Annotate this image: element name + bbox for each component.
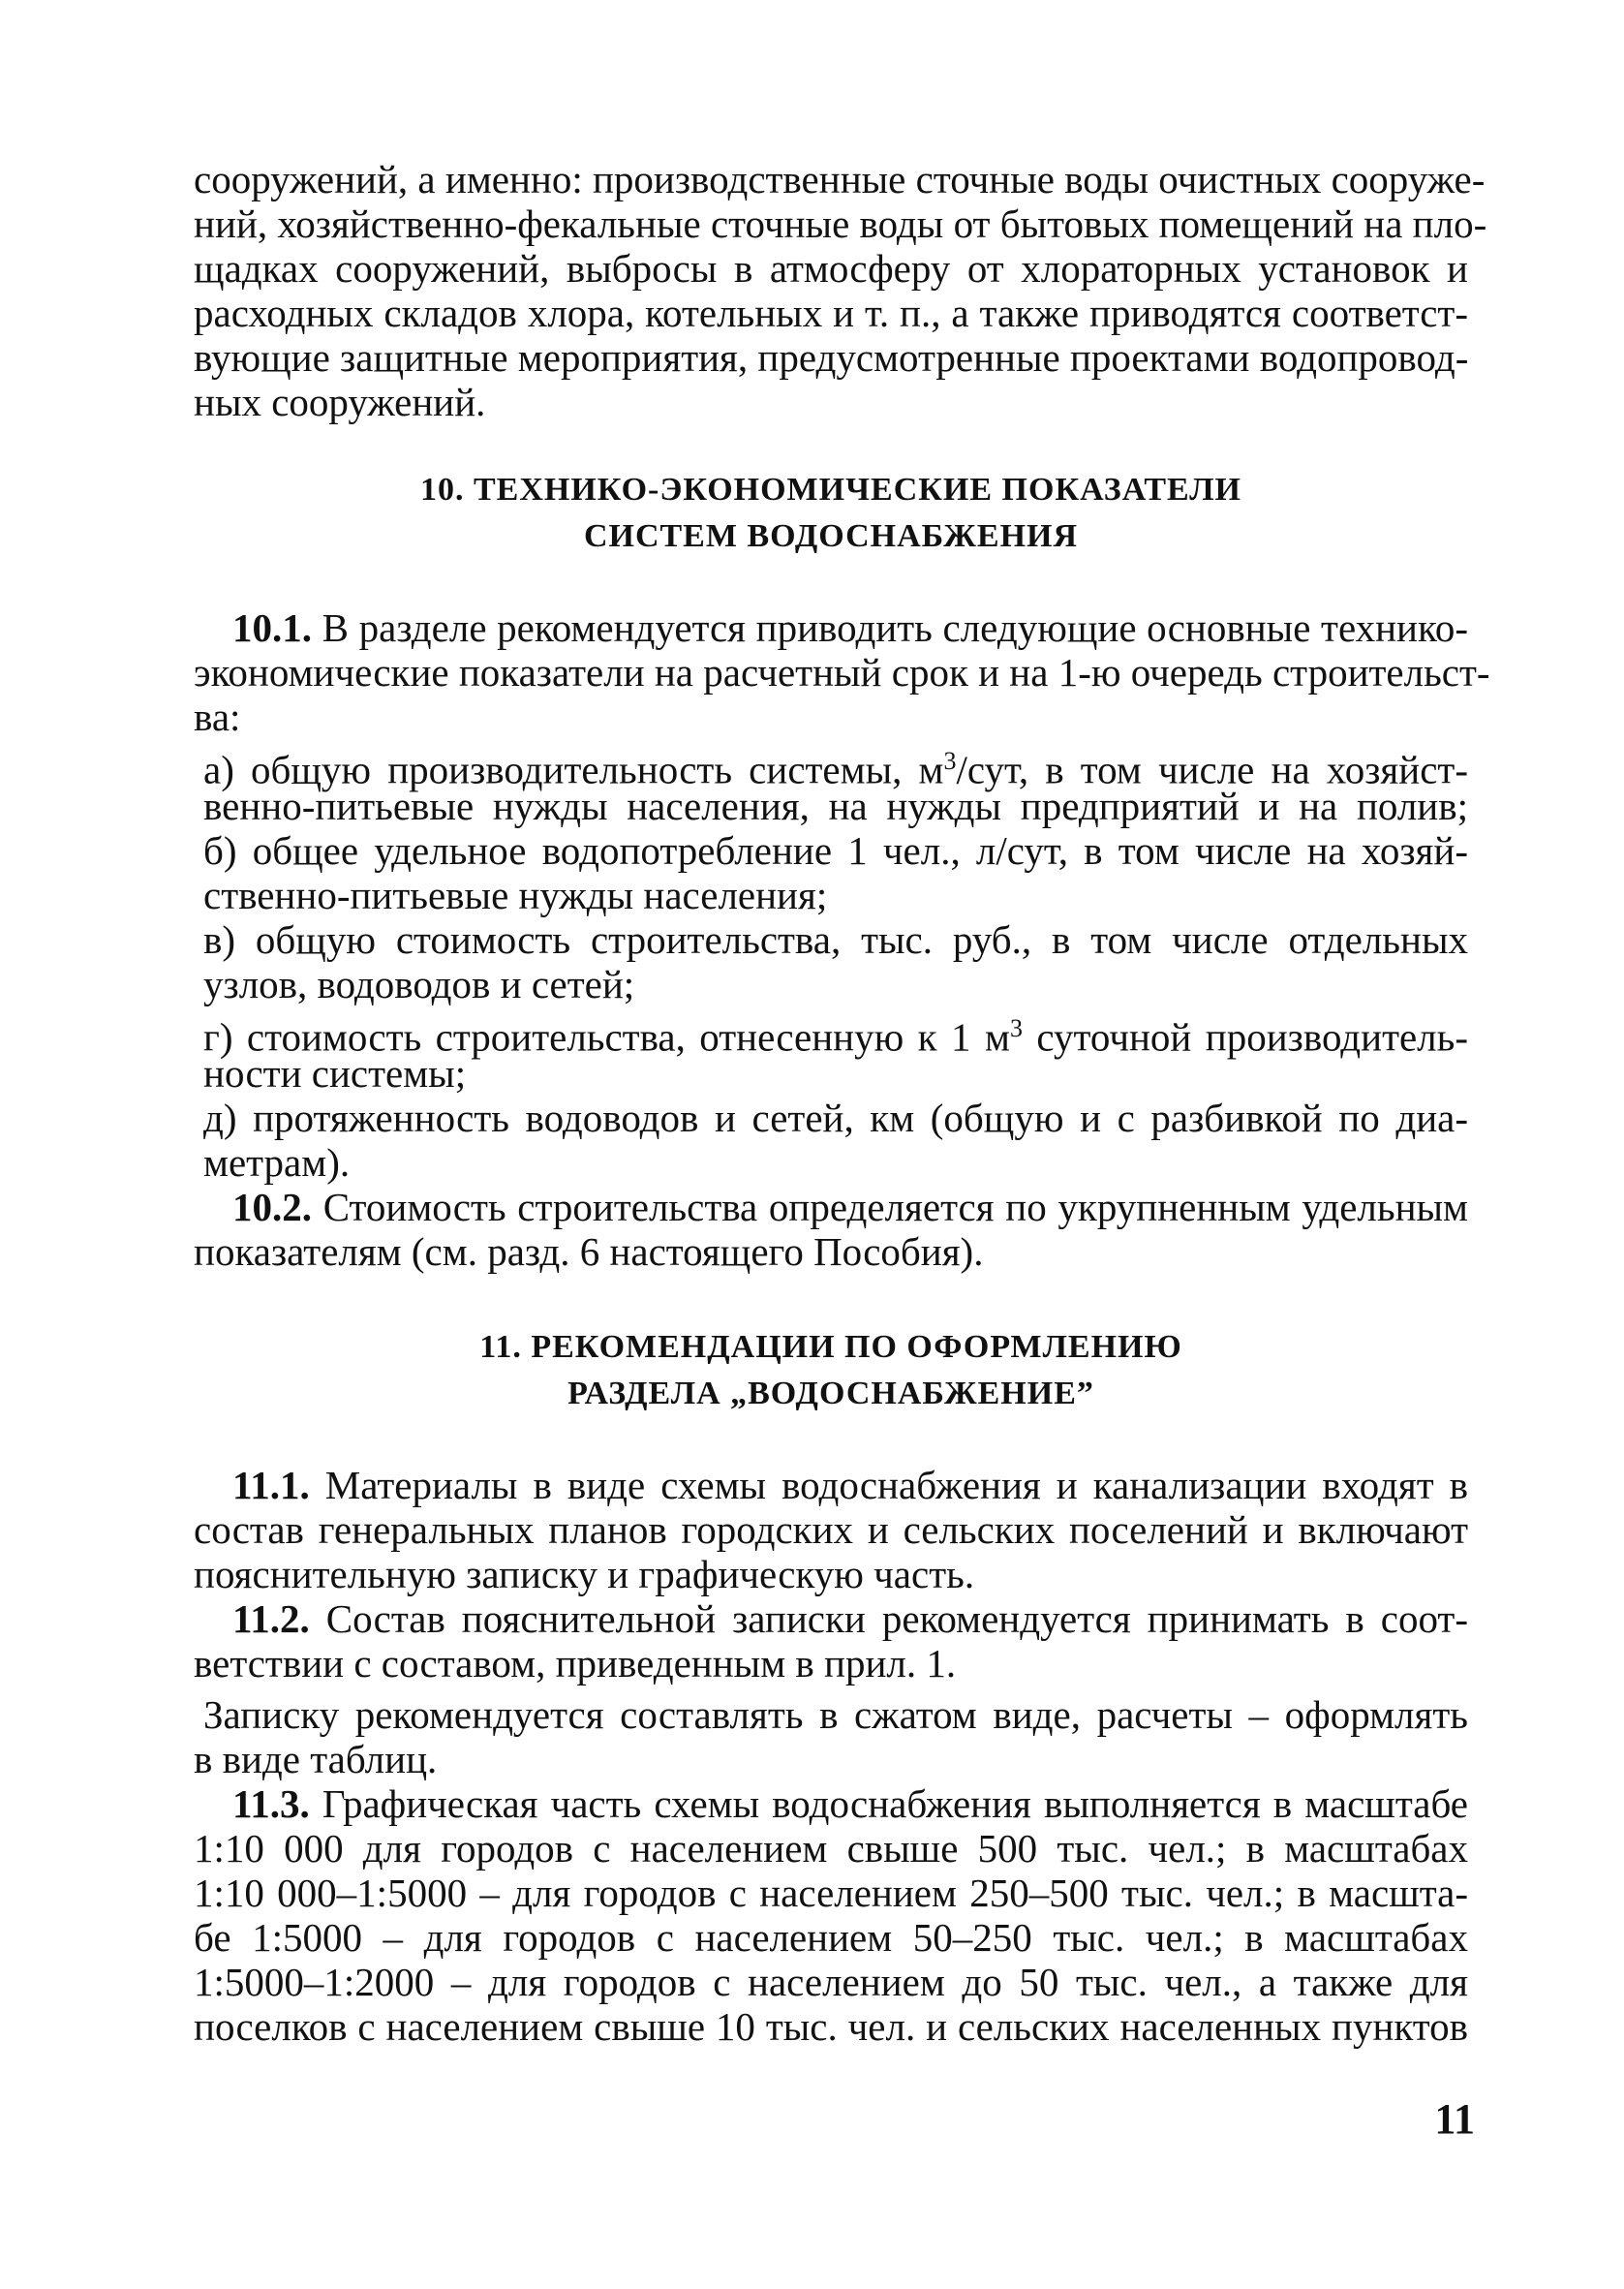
text-line: ных сооружений. (194, 380, 486, 424)
section-heading: СИСТЕМ ВОДОСНАБЖЕНИЯ (583, 518, 1079, 554)
paragraph-text: Графическая часть схемы водоснабжения выполняется в масштабе (309, 1781, 1468, 1826)
list-item-d: д) протяженность водоводов и сетей, км (общую и с разбивкой по диа- (203, 1096, 1468, 1140)
list-item-v: в) общую стоимость строительства, тыс. руб., в том числе отдельных (203, 917, 1468, 962)
section-heading: РАЗДЕЛА „ВОДОСНАБЖЕНИЕ” (567, 1376, 1094, 1411)
text-line: ний, хозяйственно-фекальные сточные воды от бытовых помещений на пло- (194, 201, 1487, 246)
superscript: 3 (1009, 1014, 1023, 1042)
paragraph-number: 10.2. (232, 1185, 312, 1229)
paragraph-number: 11.1. (232, 1463, 310, 1507)
text-line: щадках сооружений, выбросы в атмосферу от хлораторных установок и (194, 246, 1468, 291)
section-heading: 10. ТЕХНИКО-ЭКОНОМИЧЕСКИЕ ПОКАЗАТЕЛИ (419, 472, 1242, 508)
paragraph-line: состав генеральных планов городских и сельских поселений и включают (194, 1507, 1468, 1552)
paragraph-line: бе 1:5000 – для городов с населением 50–250 тыс. чел.; в масштабах (194, 1915, 1468, 1960)
paragraph-line: Записку рекомендуется составлять в сжатом виде, расчеты – оформлять (203, 1692, 1468, 1737)
paragraph-line: поселков с населением свыше 10 тыс. чел. и сельских населенных пунктов (194, 2004, 1468, 2049)
paragraph-line: 1:5000–1:2000 – для городов с населением до 50 тыс. чел., а также для (194, 1960, 1468, 2004)
paragraph-line: в виде таблиц. (194, 1737, 438, 1781)
section-heading: 11. РЕКОМЕНДАЦИИ ПО ОФОРМЛЕНИЮ (479, 1329, 1182, 1365)
paragraph-number: 10.1. (232, 605, 312, 650)
paragraph-line: 1:10 000 для городов с населением свыше 500 тыс. чел.; в масштабах (194, 1826, 1468, 1871)
paragraph-line: ветствии с составом, приведенным в прил. 1. (194, 1641, 957, 1686)
text-line: сооружений, а именно: производственные сточные воды очистных сооруже- (194, 157, 1486, 201)
list-item-b: б) общее удельное водопотребление 1 чел., л/сут, в том числе на хозяй- (203, 828, 1468, 873)
paragraph-text: Материалы в виде схемы водоснабжения и канализации входят в (309, 1463, 1468, 1507)
superscript: 3 (943, 747, 957, 775)
paragraph-number: 11.2. (232, 1596, 310, 1641)
paragraph-text: Состав пояснительной записки рекомендуется принимать в соот- (309, 1596, 1468, 1641)
paragraph-line (232, 1596, 1468, 1641)
list-item-d-cont: метрам). (203, 1140, 351, 1185)
paragraph-number: 11.3. (232, 1781, 310, 1826)
list-text: суточной производитель- (1022, 1014, 1468, 1060)
paragraph-line: 1:10 000–1:5000 – для городов с населением 250–500 тыс. чел.; в масшта- (194, 1871, 1468, 1915)
paragraph-text: Стоимость строительства определяется по укрупненным удельным (312, 1185, 1468, 1229)
paragraph-line: пояснительную записку и графическую часть. (194, 1552, 975, 1596)
paragraph-line (232, 1781, 1468, 1826)
list-item-a-cont: венно-питьевые нужды населения, на нужды предприятий и на полив; (203, 784, 1468, 828)
paragraph-line (232, 1185, 1468, 1229)
page-number: 11 (1434, 2095, 1475, 2143)
paragraph-text: В разделе рекомендуется приводить следующие основные технико- (312, 605, 1468, 650)
paragraph-line: показателям (см. разд. 6 настоящего Пособия). (194, 1229, 984, 1274)
text-column (194, 0, 1490, 2289)
list-item-v-cont: узлов, водоводов и сетей; (203, 962, 635, 1006)
text-line: вующие защитные мероприятия, предусмотренные проектами водопровод- (194, 335, 1469, 380)
list-item-b-cont: ственно-питьевые нужды населения; (203, 873, 828, 917)
paragraph-line (232, 1463, 1468, 1507)
paragraph-line: экономические показатели на расчетный срок и на 1-ю очередь строительст- (194, 650, 1490, 695)
list-item-g-cont: ности системы; (203, 1051, 467, 1096)
list-text: г) стоимость строительства, отнесенную к 1 м (203, 1014, 1010, 1060)
paragraph-line: ва: (194, 695, 241, 739)
list-text: /сут, в том числе на хозяйст- (956, 747, 1468, 792)
list-text: а) общую производительность системы, м (203, 747, 944, 792)
text-line: расходных складов хлора, котельных и т. п., а также приводятся соответст- (194, 291, 1468, 335)
paragraph-line (232, 605, 1468, 650)
